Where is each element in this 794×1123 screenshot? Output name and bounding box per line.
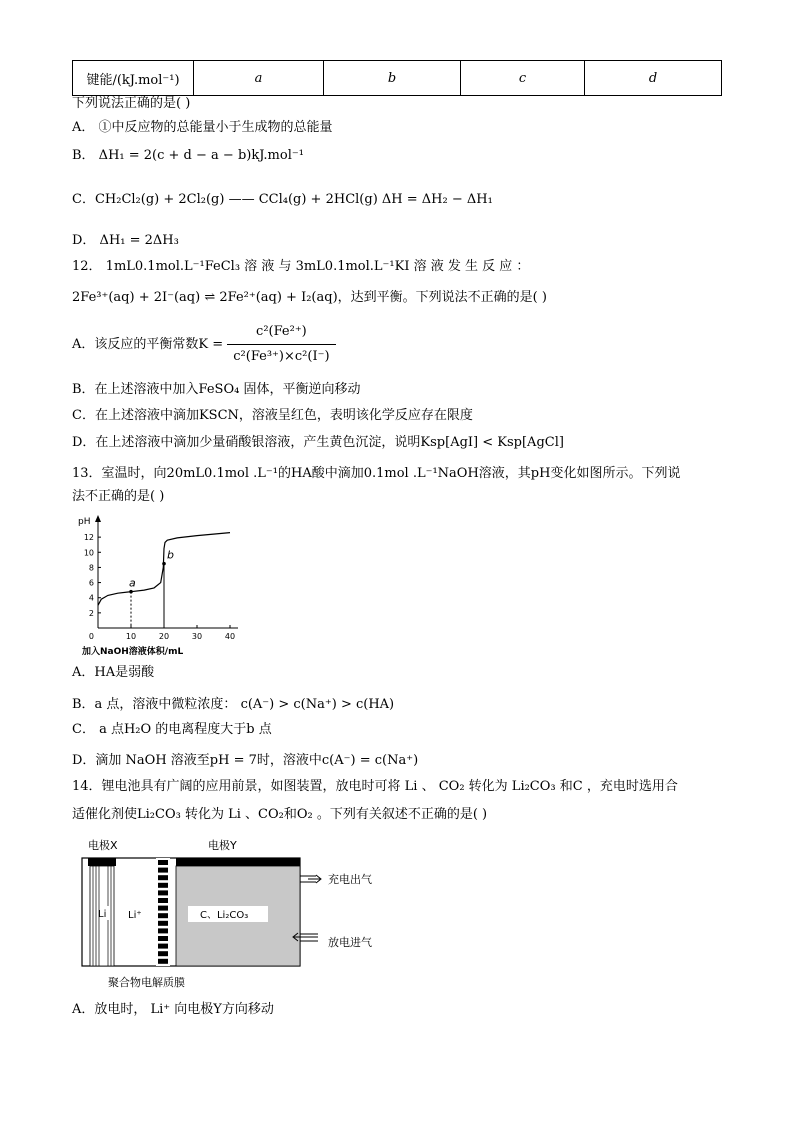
y-tick-label: 12 <box>83 533 94 543</box>
point-a <box>129 590 133 594</box>
y-tick-label: 8 <box>88 563 94 573</box>
x-tick-label: 30 <box>191 632 203 641</box>
electrode-x-bar <box>88 858 116 866</box>
table-cell-c: c <box>460 61 584 96</box>
q12-stem-line1: 12． 1mL0.1mol.L⁻¹FeCl₃ 溶 液 与 3mL0.1mol.L⁻¹KI 溶 液 发 生 反 应 ： <box>72 259 530 274</box>
membrane-block <box>158 898 168 903</box>
y-tick-label: 6 <box>88 578 94 588</box>
fraction-numerator: c²(Fe²⁺) <box>227 322 335 345</box>
x-tick-label: 10 <box>125 632 137 641</box>
membrane-block <box>158 868 168 873</box>
q11-option-a: A． ①中反应物的总能量小于生成物的总能量 <box>72 120 333 135</box>
table-cell-a: a <box>194 61 324 96</box>
point-b <box>162 562 166 566</box>
y-tick-label: 4 <box>88 593 94 603</box>
charge-out-label: 充电出气 <box>328 873 372 886</box>
table-cell-d: d <box>585 61 722 96</box>
membrane-block <box>158 906 168 911</box>
lithium-ion-label: Li⁺ <box>128 910 142 921</box>
membrane-block <box>158 860 168 865</box>
membrane-block <box>158 959 168 964</box>
q12-option-a-prefix: A．该反应的平衡常数K = <box>72 337 224 352</box>
membrane-block <box>158 944 168 949</box>
electrode-y-label: 电极Y <box>208 839 237 852</box>
q13-option-b: B．a 点，溶液中微粒浓度： c(A⁻) > c(Na⁺) > c(HA) <box>72 697 395 712</box>
membrane-block <box>158 936 168 941</box>
membrane-block <box>158 951 168 956</box>
membrane <box>156 858 170 966</box>
y-tick-label: 10 <box>83 548 94 558</box>
discharge-in-label: 放电进气 <box>328 936 372 949</box>
y-tick-label: 2 <box>88 608 94 618</box>
q13-stem-line2: 法不正确的是( ) <box>72 489 165 504</box>
table-row <box>73 61 722 96</box>
q12-stem-line2: 2Fe³⁺(aq) + 2I⁻(aq) ⇌ 2Fe²⁺(aq) + I₂(aq)，达到平衡。下列说法不正确的是( ) <box>72 290 547 305</box>
table-cell-b: b <box>324 61 461 96</box>
origin-label: 0 <box>88 632 94 641</box>
q14-stem-line2: 适催化剂使Li₂CO₃ 转化为 Li 、CO₂和O₂ 。下列有关叙述不正确的是( ) <box>72 807 488 822</box>
titration-curve-chart <box>72 512 272 660</box>
point-b-label: b <box>167 548 174 562</box>
x-axis-label: 加入NaOH溶液体积/mL <box>82 647 184 657</box>
membrane-block <box>158 875 168 880</box>
q13-stem-line1: 13．室温时，向20mL0.1mol .L⁻¹的HA酸中滴加0.1mol .L⁻¹NaOH溶液，其pH变化如图所示。下列说 <box>72 466 681 481</box>
electrode-y-bar <box>176 858 300 866</box>
equilibrium-constant-fraction <box>227 322 335 367</box>
q13-option-a: A．HA是弱酸 <box>72 665 155 680</box>
q12-option-a <box>72 322 336 367</box>
q12-option-c: C．在上述溶液中滴加KSCN，溶液呈红色，表明该化学反应存在限度 <box>72 408 473 423</box>
bond-energy-table <box>72 60 722 96</box>
discharge-gas-arrow <box>293 933 318 941</box>
q12-option-d: D．在上述溶液中滴加少量硝酸银溶液，产生黄色沉淀，说明Ksp[AgI] < Ksp[AgCl] <box>72 435 564 450</box>
membrane-block <box>158 890 168 895</box>
electrode-x-label: 电极X <box>88 839 118 852</box>
lithium-battery-diagram <box>78 836 398 992</box>
membrane-block <box>158 883 168 888</box>
q14-option-a: A．放电时， Li⁺ 向电极Y方向移动 <box>72 1002 274 1017</box>
x-tick-label: 20 <box>158 632 170 641</box>
membrane-block <box>158 921 168 926</box>
cathode-label: C、Li₂CO₃ <box>200 910 249 921</box>
fraction-denominator: c²(Fe³⁺)×c²(I⁻) <box>233 349 330 364</box>
point-a-label: a <box>129 576 136 590</box>
q13-option-d: D．滴加 NaOH 溶液至pH = 7时，溶液中c(A⁻) = c(Na⁺) <box>72 753 419 768</box>
membrane-block <box>158 913 168 918</box>
q14-stem-line1: 14．锂电池具有广阔的应用前景，如图装置，放电时可将 Li 、 CO₂ 转化为 Li₂CO₃ 和C ，充电时选用合 <box>72 779 678 794</box>
y-axis-label: pH <box>78 517 91 527</box>
q11-stem: 下列说法正确的是( ) <box>72 96 191 111</box>
q11-option-c: C．CH₂Cl₂(g) + 2Cl₂(g) —— CCl₄(g) + 2HCl(g) ΔH = ΔH₂ − ΔH₁ <box>72 192 493 207</box>
membrane-label: 聚合物电解质膜 <box>108 976 185 989</box>
q13-option-c: C． a 点H₂O 的电离程度大于b 点 <box>72 722 272 737</box>
q11-option-b: B． ΔH₁ = 2(c + d − a − b)kJ.mol⁻¹ <box>72 148 304 163</box>
membrane-block <box>158 928 168 933</box>
y-axis-arrow <box>95 515 101 522</box>
lithium-label: Li <box>98 909 107 920</box>
q12-option-b: B．在上述溶液中加入FeSO₄ 固体，平衡逆向移动 <box>72 382 361 397</box>
charge-gas-arrow <box>300 875 321 883</box>
q11-option-d: D． ΔH₁ = 2ΔH₃ <box>72 233 179 248</box>
x-tick-label: 40 <box>224 632 236 641</box>
table-header-cell: 键能/(kJ.mol⁻¹) <box>73 61 194 96</box>
